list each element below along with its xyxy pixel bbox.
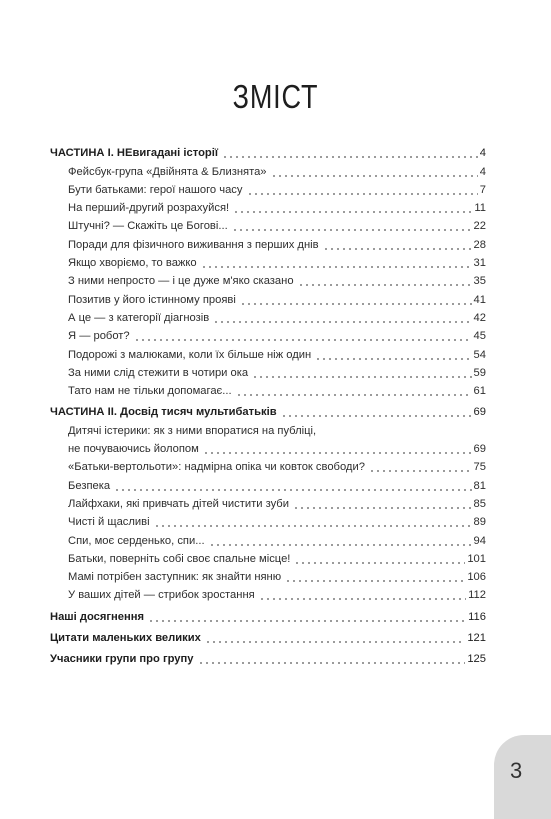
toc-entry-label: Цитати маленьких великих xyxy=(50,632,201,645)
toc-entry-page: 45 xyxy=(473,330,486,343)
toc-entry-page: 116 xyxy=(468,610,486,623)
toc-entry xyxy=(50,197,486,215)
page-number: 3 xyxy=(510,758,523,783)
dot-leader xyxy=(232,229,472,231)
dot-leader xyxy=(293,507,472,509)
toc-entry-page: 4 xyxy=(479,165,486,178)
toc-entry-label: ЧАСТИНА І. НЕвигадані історії xyxy=(50,147,218,160)
toc-entry xyxy=(50,456,486,474)
toc-entry-page: 7 xyxy=(479,183,486,196)
dot-leader xyxy=(213,321,471,323)
toc-entry-label: Наші досягнення xyxy=(50,610,145,623)
toc-entry-label: Безпека xyxy=(68,479,111,492)
toc-entry-label: Спи, моє серденько, спи... xyxy=(68,534,205,547)
page-title: ЗМІСТ xyxy=(232,78,319,115)
toc-entry-page: 22 xyxy=(473,220,486,233)
toc-entry-label: Лайфхаки, які привчать дітей чистити зуби xyxy=(68,497,289,510)
toc-entry-label: Позитив у його істинному прояві xyxy=(68,293,236,306)
toc-entry-page: 89 xyxy=(473,516,486,529)
toc-entry-label: Подорожі з малюками, коли їх більше ніж один xyxy=(68,348,312,361)
toc-entry xyxy=(50,419,486,456)
dot-leader xyxy=(259,598,466,600)
toc-entry-page: 54 xyxy=(473,348,486,361)
toc-entry xyxy=(50,548,486,566)
dot-leader xyxy=(369,470,472,472)
toc-entry-label: З ними непросто — і це дуже м'яко сказано xyxy=(68,275,294,288)
toc-entry-label: Фейсбук-група «Двійнята & Близнята» xyxy=(68,165,267,178)
toc-entry-page: 31 xyxy=(473,257,486,270)
toc-entry-page: 42 xyxy=(473,311,486,324)
toc-part-entry xyxy=(50,401,486,419)
toc-entry xyxy=(50,325,486,343)
dot-leader xyxy=(209,544,472,546)
toc-entry-page: 85 xyxy=(473,497,486,510)
toc-entry xyxy=(50,529,486,547)
toc-entry xyxy=(50,474,486,492)
toc-entry xyxy=(50,380,486,398)
dot-leader xyxy=(236,394,472,396)
toc-entry xyxy=(50,584,486,602)
dot-leader xyxy=(205,641,466,643)
toc-entry-page: 11 xyxy=(474,202,486,215)
toc-entry-page: 61 xyxy=(473,385,486,398)
table-of-contents xyxy=(50,142,486,666)
toc-entry-label: «Батьки-вертольоти»: надмірна опіка чи ковток свободи? xyxy=(68,461,365,474)
dot-leader xyxy=(222,156,478,158)
toc-entry-page: 101 xyxy=(467,552,486,565)
toc-entry-label: На перший-другий розрахуйся! xyxy=(68,202,230,215)
toc-entry-label: Мамі потрібен заступник: як знайти няню xyxy=(68,571,282,584)
toc-part-entry xyxy=(50,648,486,666)
dot-leader xyxy=(323,248,472,250)
toc-entry xyxy=(50,270,486,288)
toc-entry-page: 94 xyxy=(473,534,486,547)
toc-entry-page: 121 xyxy=(467,632,486,645)
toc-entry xyxy=(50,307,486,325)
toc-entry xyxy=(50,493,486,511)
toc-part-entry xyxy=(50,605,486,623)
toc-entry xyxy=(50,215,486,233)
toc-entry-page: 106 xyxy=(467,571,486,584)
toc-entry-page: 41 xyxy=(473,293,486,306)
toc-entry-page: 4 xyxy=(479,147,486,160)
dot-leader xyxy=(247,193,478,195)
toc-entry xyxy=(50,362,486,380)
dot-leader xyxy=(252,376,471,378)
toc-entry-page: 28 xyxy=(473,238,486,251)
toc-entry xyxy=(50,160,486,178)
toc-entry-label: Поради для фізичного виживання з перших днів xyxy=(68,238,319,251)
page-number-tab xyxy=(494,735,551,819)
toc-entry xyxy=(50,252,486,270)
toc-entry-label: ЧАСТИНА ІІ. Досвід тисяч мультибатьків xyxy=(50,406,277,419)
dot-leader xyxy=(148,620,466,622)
toc-entry xyxy=(50,511,486,529)
toc-entry xyxy=(50,179,486,197)
dot-leader xyxy=(271,175,478,177)
toc-entry-page: 75 xyxy=(473,461,486,474)
dot-leader xyxy=(233,211,472,213)
toc-entry-label: Штучні? — Скажіть це Богові... xyxy=(68,220,228,233)
dot-leader xyxy=(134,339,472,341)
toc-entry-label: У ваших дітей — стрибок зростання xyxy=(68,589,255,602)
toc-part-entry xyxy=(50,142,486,160)
dot-leader xyxy=(294,562,465,564)
dot-leader xyxy=(114,489,471,491)
toc-entry-page: 69 xyxy=(473,406,486,419)
toc-entry-label: Я — робот? xyxy=(68,330,130,343)
toc-entry-label: Якщо хворіємо, то важко xyxy=(68,257,197,270)
dot-leader xyxy=(281,415,472,417)
toc-entry-page: 59 xyxy=(473,366,486,379)
toc-entry-label: Тато нам не тільки допомагає... xyxy=(68,385,232,398)
dot-leader xyxy=(198,662,466,664)
toc-entry xyxy=(50,288,486,306)
toc-entry xyxy=(50,566,486,584)
toc-entry-label: За ними слід стежити в чотири ока xyxy=(68,366,249,379)
toc-entry-page: 125 xyxy=(467,653,486,666)
toc-entry-label-continued: не почуваючись йолопом xyxy=(68,443,199,456)
toc-entry-label: Дитячі істерики: як з ними впоратися на публіці, xyxy=(68,424,317,437)
dot-leader xyxy=(240,303,472,305)
dot-leader xyxy=(298,284,472,286)
toc-entry-label: Бути батьками: герої нашого часу xyxy=(68,183,243,196)
dot-leader xyxy=(285,580,465,582)
toc-entry-page: 35 xyxy=(473,275,486,288)
toc-entry xyxy=(50,233,486,251)
dot-leader xyxy=(203,452,472,454)
toc-part-entry xyxy=(50,627,486,645)
toc-entry-label: А це — з категорії діагнозів xyxy=(68,311,210,324)
toc-entry-label: Батьки, поверніть собі своє спальне місце! xyxy=(68,552,291,565)
toc-entry-label: Чисті й щасливі xyxy=(68,516,150,529)
toc-entry-page: 81 xyxy=(473,479,486,492)
toc-entry xyxy=(50,343,486,361)
toc-entry-label: Учасники групи про групу xyxy=(50,653,194,666)
toc-entry-page: 69 xyxy=(473,443,486,456)
dot-leader xyxy=(201,266,472,268)
dot-leader xyxy=(154,525,472,527)
dot-leader xyxy=(315,358,471,360)
toc-entry-page: 112 xyxy=(468,589,486,602)
